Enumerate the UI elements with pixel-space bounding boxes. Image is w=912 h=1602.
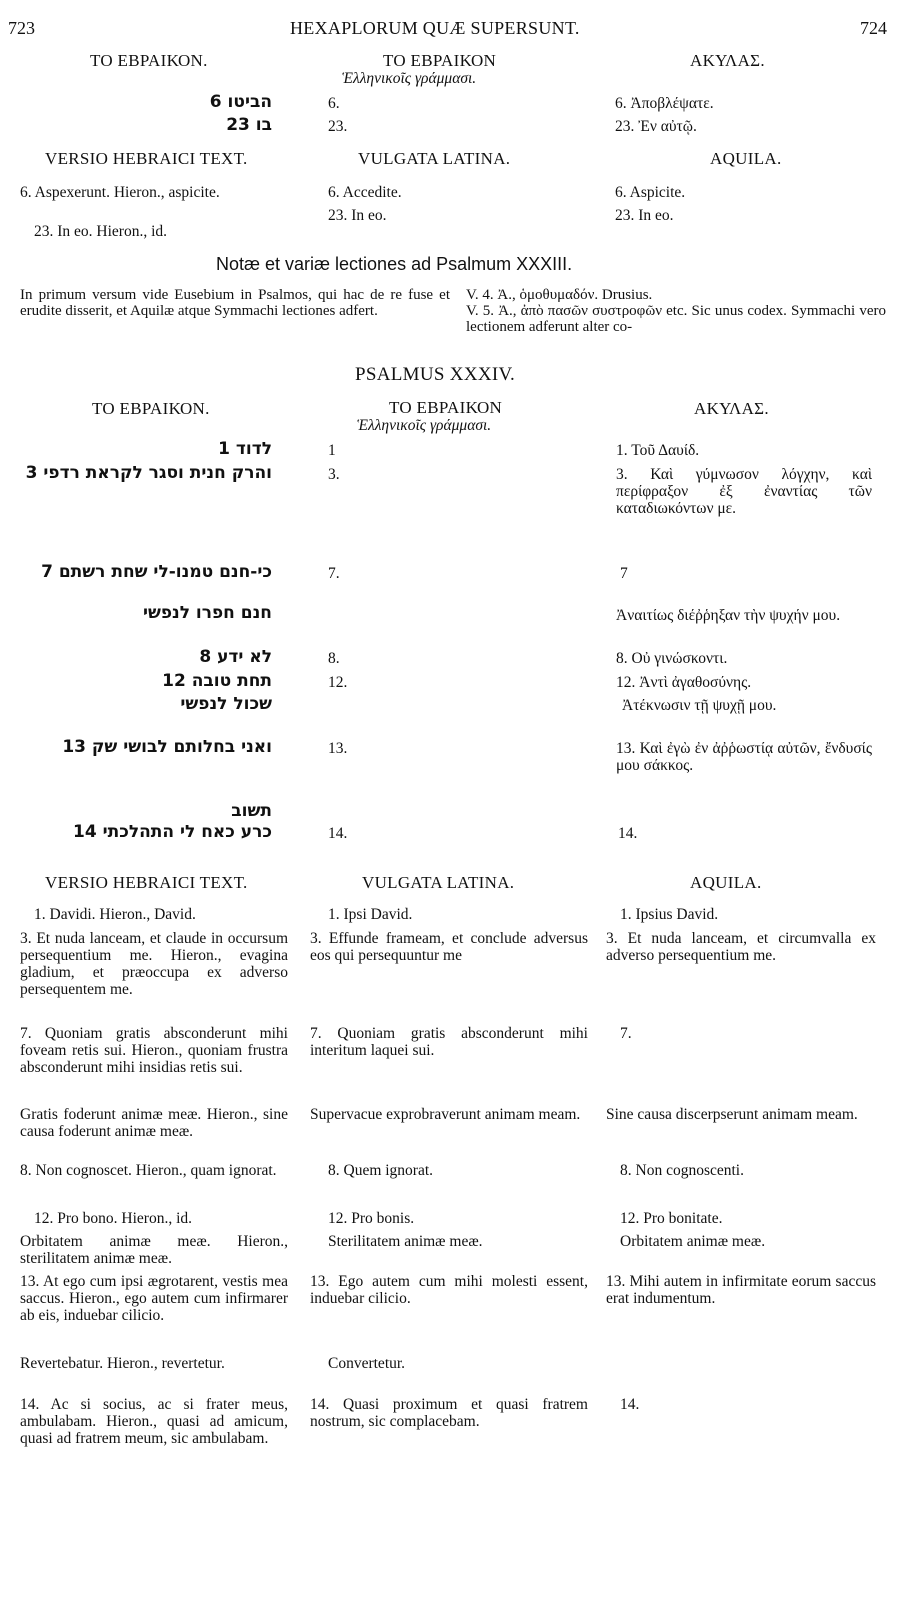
aquila-verse: 3. Καὶ γύμνωσον λόγχην, καὶ περίφραξον ἐξ ἐναντίας τῶν καταδιωκόντων με.: [616, 466, 872, 517]
hebrew-verse: שכול לנפשי: [180, 694, 272, 714]
aquila-latin-verse: 1. Ipsius David.: [620, 906, 719, 923]
translit-verse: 14.: [328, 825, 348, 842]
notes-right-line: V. 5. Ἀ., ἀπὸ πασῶν συστροφῶν etc. Sic unus codex. Symmachi vero lectionem adferunt alter co-: [466, 303, 886, 335]
translit-verse: 8.: [328, 650, 340, 667]
vulgata-verse: Convertetur.: [328, 1355, 406, 1372]
aquila-verse: Ἀναιτίως διέῤῥηξαν τὴν ψυχήν μου.: [616, 607, 841, 624]
running-title: HEXAPLORUM QUÆ SUPERSUNT.: [290, 18, 580, 38]
versio-verse: 6. Aspexerunt. Hieron., aspicite.: [20, 184, 220, 201]
versio-verse: 13. At ego cum ipsi ægrotarent, vestis mea saccus. Hieron., ego autem cum infirmarer ab eis, induebar cilicio.: [20, 1273, 288, 1324]
notes-title: Notæ et variæ lectiones ad Psalmum XXXIII.: [216, 254, 573, 274]
aquila-verse: 7: [620, 565, 628, 582]
aquila-verse: 8. Οὐ γινώσκοντι.: [616, 650, 728, 667]
versio-verse: 14. Ac si socius, ac si frater meus, ambulabam. Hieron., quasi ad amicum, quasi ad fratrem meum, sic ambulabam.: [20, 1396, 288, 1447]
translit-column-header: ΤΟ ΕΒΡΑΙΚΟΝ: [389, 398, 503, 417]
aquila-verse: 23. Ἐν αὐτῷ.: [615, 118, 697, 135]
hebrew-verse: ואני בחלותם לבושי שק 13: [62, 737, 272, 757]
vulgata-verse: 23. In eo.: [328, 207, 387, 224]
translit-column-subheader: Ἑλληνικοῖς γράμμασι.: [357, 417, 492, 434]
vulgata-verse: 14. Quasi proximum et quasi fratrem nostrum, sic complacebam.: [310, 1396, 588, 1430]
vulgata-verse: Sterilitatem animæ meæ.: [328, 1233, 483, 1250]
versio-verse: 7. Quoniam gratis absconderunt mihi foveam retis sui. Hieron., quoniam frustra absconderunt mihi insidias retis sui.: [20, 1025, 288, 1076]
vulgata-column-header: VULGATA LATINA.: [358, 149, 511, 168]
versio-verse: 8. Non cognoscet. Hieron., quam ignorat.: [20, 1162, 277, 1179]
aquila-latin-verse: 8. Non cognoscenti.: [620, 1162, 744, 1179]
translit-column-subheader: Ἑλληνικοῖς γράμμασι.: [342, 70, 477, 87]
hebrew-verse: כי-חנם טמנו-לי שחת רשתם 7: [41, 562, 272, 582]
translit-verse: 6.: [328, 95, 340, 112]
hebrew-verse: לדוד 1: [218, 439, 272, 459]
translit-verse: 1: [328, 442, 336, 459]
vulgata-verse: 13. Ego autem cum mihi molesti essent, induebar cilicio.: [310, 1273, 588, 1307]
aquila-verse: 13. Καὶ ἐγὼ ἐν ἀῤῥωστίᾳ αὐτῶν, ἔνδυσίς μου σάκκος.: [616, 740, 872, 774]
hebrew-verse: לא ידע 8: [199, 647, 272, 667]
aquila-latin-verse: 23. In eo.: [615, 207, 674, 224]
vulgata-verse: 1. Ipsi David.: [328, 906, 413, 923]
vulgata-verse: 3. Effunde frameam, et conclude adversus eos qui persequuntur me: [310, 930, 588, 964]
hebrew-verse: והרק חנית וסגר לקראת רדפי 3: [25, 463, 272, 483]
hebrew-verse: תחת טובה 12: [162, 671, 272, 691]
right-page-number: 724: [860, 18, 887, 38]
aquila-verse: 6. Ἀποβλέψατε.: [615, 95, 714, 112]
versio-verse: Gratis foderunt animæ meæ. Hieron., sine causa foderunt animæ meæ.: [20, 1106, 288, 1140]
aquila-latin-column-header: AQUILA.: [710, 149, 782, 168]
aquila-verse: 12. Ἀντὶ ἀγαθοσύνης.: [616, 674, 752, 691]
aquila-latin-verse: 3. Et nuda lanceam, et circumvalla ex adverso persequentium me.: [606, 930, 876, 964]
notes-right-line: V. 4. Ἀ., ὁμοθυμαδόν. Drusius.: [466, 287, 653, 303]
hebrew-verse: כרע כאח לי התהלכתי 14: [72, 822, 272, 842]
translit-verse: 13.: [328, 740, 348, 757]
vulgata-verse: Supervacue exprobraverunt animam meam.: [310, 1106, 581, 1123]
aquila-verse: Ἀτέκνωσιν τῇ ψυχῇ μου.: [622, 697, 777, 714]
versio-verse: Revertebatur. Hieron., revertetur.: [20, 1355, 225, 1372]
aquila-latin-verse: 13. Mihi autem in infirmitate eorum saccus erat indumentum.: [606, 1273, 876, 1307]
aquila-latin-verse: 6. Aspicite.: [615, 184, 686, 201]
versio-verse: Orbitatem animæ meæ. Hieron., sterilitatem animæ meæ.: [20, 1233, 288, 1267]
aquila-verse: 1. Τοῦ Δαυίδ.: [616, 442, 700, 459]
aquila-latin-column-header: AQUILA.: [690, 873, 762, 892]
translit-verse: 3.: [328, 466, 340, 483]
versio-verse: 23. In eo. Hieron., id.: [34, 223, 168, 240]
versio-verse: 3. Et nuda lanceam, et claude in occursum persequentium me. Hieron., evagina gladium, et præoccupa ex adverso persequentem me.: [20, 930, 288, 998]
vulgata-verse: 7. Quoniam gratis absconderunt mihi interitum laquei sui.: [310, 1025, 588, 1059]
left-page-number: 723: [8, 18, 35, 38]
psalm-title: PSALMUS XXXIV.: [355, 364, 516, 385]
translit-verse: 23.: [328, 118, 348, 135]
hebrew-column-header: ΤΟ ΕΒΡΑΙΚΟΝ.: [92, 399, 210, 418]
aquila-latin-verse: Orbitatem animæ meæ.: [620, 1233, 766, 1250]
translit-verse: 12.: [328, 674, 348, 691]
hebrew-column-header: ΤΟ ΕΒΡΑΙΚΟΝ.: [90, 51, 208, 70]
hebrew-verse: הביטו 6: [209, 92, 272, 112]
versio-verse: 1. Davidi. Hieron., David.: [34, 906, 196, 923]
hebrew-verse: תשוב: [231, 801, 272, 821]
vulgata-verse: 12. Pro bonis.: [328, 1210, 415, 1227]
hebrew-verse: חנם חפרו לנפשי: [142, 603, 272, 623]
versio-verse: 12. Pro bono. Hieron., id.: [34, 1210, 193, 1227]
vulgata-verse: 8. Quem ignorat.: [328, 1162, 434, 1179]
aquila-latin-verse: Sine causa discerpserunt animam meam.: [606, 1106, 858, 1123]
notes-left-text: In primum versum vide Eusebium in Psalmos, qui hac de re fuse et erudite disserit, et Aquilæ atque Symmachi lectiones adfert.: [20, 287, 450, 319]
aquila-latin-verse: 14.: [620, 1396, 640, 1413]
vulgata-verse: 6. Accedite.: [328, 184, 402, 201]
versio-column-header: VERSIO HEBRAICI TEXT.: [45, 149, 248, 168]
aquila-verse: 14.: [618, 825, 638, 842]
translit-verse: 7.: [328, 565, 340, 582]
aquila-column-header: ΑΚΥΛΑΣ.: [690, 51, 765, 70]
vulgata-column-header: VULGATA LATINA.: [362, 873, 515, 892]
aquila-latin-verse: 12. Pro bonitate.: [620, 1210, 723, 1227]
versio-column-header: VERSIO HEBRAICI TEXT.: [45, 873, 248, 892]
translit-column-header: ΤΟ ΕΒΡΑΙΚΟΝ: [383, 51, 497, 70]
aquila-column-header: ΑΚΥΛΑΣ.: [694, 399, 769, 418]
aquila-latin-verse: 7.: [620, 1025, 632, 1042]
hebrew-verse: בו 23: [226, 115, 272, 135]
